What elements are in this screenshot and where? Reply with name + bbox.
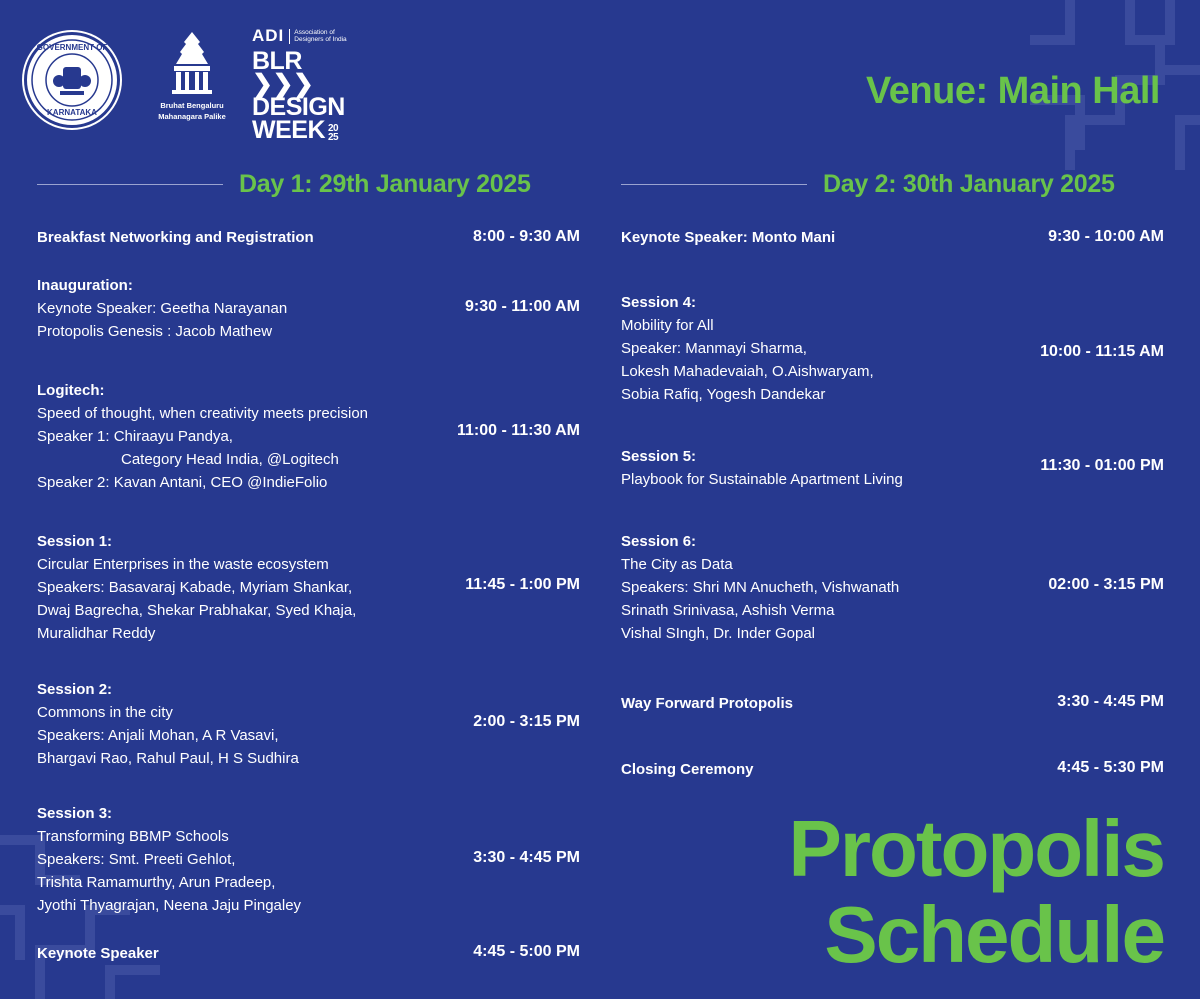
session-title: Way Forward Protopolis — [621, 695, 793, 712]
session-line: Speakers: Basavaraj Kabade, Myriam Shankar, — [37, 579, 353, 596]
session-title: Session 4: — [621, 294, 697, 311]
day2-session-4-time: 02:00 - 3:15 PM — [1048, 576, 1164, 593]
day1-rule — [37, 184, 223, 185]
day1-session-7-time: 4:45 - 5:00 PM — [473, 943, 580, 960]
day2-session-2-time: 10:00 - 11:15 AM — [1040, 343, 1164, 360]
session-title: Session 1: — [37, 533, 113, 550]
session-line: Circular Enterprises in the waste ecosystem — [37, 556, 329, 573]
session-title: Session 6: — [621, 533, 697, 550]
day1-session-1 — [37, 226, 314, 249]
bdw-line-2: DESIGN — [252, 93, 345, 121]
adi-sub-line-2: Designers of India — [294, 36, 347, 43]
session-line: Playbook for Sustainable Apartment Living — [621, 471, 903, 488]
day1-session-1-time: 8:00 - 9:30 AM — [473, 228, 580, 245]
session-line: Vishal SIngh, Dr. Inder Gopal — [621, 625, 816, 642]
session-line: Commons in the city — [37, 704, 173, 721]
day1-heading: Day 1: 29th January 2025 — [239, 169, 531, 198]
day1-session-4-time: 11:45 - 1:00 PM — [465, 576, 580, 593]
day1-session-2-time: 9:30 - 11:00 AM — [464, 298, 580, 315]
bbmp-logo — [150, 30, 234, 121]
session-title: Breakfast Networking and Registration — [37, 229, 314, 246]
session-line: Speakers: Shri MN Anucheth, Vishwanath — [621, 579, 900, 596]
session-line: Bhargavi Rao, Rahul Paul, H S Sudhira — [37, 750, 299, 767]
day1-session-6 — [37, 802, 301, 917]
session-line: Sobia Rafiq, Yogesh Dandekar — [621, 386, 826, 403]
session-line: Speaker 1: Chiraayu Pandya, — [37, 428, 233, 445]
session-line: Speaker 2: Kavan Antani, CEO @IndieFolio — [37, 474, 328, 491]
title-line-2: Schedule — [824, 890, 1164, 979]
day1-session-7 — [37, 942, 159, 965]
day1-session-3 — [37, 379, 368, 494]
title-line-1: Protopolis — [788, 804, 1164, 893]
day2-session-4 — [621, 530, 899, 645]
bdw-year-2: 25 — [328, 132, 339, 143]
session-title: Session 3: — [37, 805, 113, 822]
session-line: The City as Data — [621, 556, 733, 573]
day2-session-2 — [621, 291, 874, 406]
session-line: Protopolis Genesis : Jacob Mathew — [37, 323, 273, 340]
seal-text-top: GOVERNMENT OF — [36, 43, 108, 52]
session-line: Speaker: Manmayi Sharma, — [621, 340, 807, 357]
day2-heading: Day 2: 30th January 2025 — [823, 169, 1115, 198]
day1-session-5-time: 2:00 - 3:15 PM — [473, 713, 580, 730]
day2-session-6-time: 4:45 - 5:30 PM — [1057, 759, 1164, 776]
session-line: Dwaj Bagrecha, Shekar Prabhakar, Syed Khaja, — [37, 602, 357, 619]
session-title: Closing Ceremony — [621, 761, 754, 778]
day2-session-6 — [621, 758, 754, 781]
bdw-line-1: BLR ❯❯❯ — [252, 47, 314, 98]
day2-rule — [621, 184, 807, 185]
session-line: Speed of thought, when creativity meets precision — [37, 405, 369, 422]
venue-heading: Venue: Main Hall — [866, 70, 1160, 112]
adi-mark: ADI — [252, 26, 285, 45]
session-line: Speakers: Anjali Mohan, A R Vasavi, — [37, 727, 279, 744]
session-line: Trishta Ramamurthy, Arun Pradeep, — [37, 874, 276, 891]
day2-session-1 — [621, 226, 835, 249]
session-line: Keynote Speaker: Geetha Narayanan — [37, 300, 288, 317]
day1-session-2 — [37, 274, 287, 343]
day2-session-1-time: 9:30 - 10:00 AM — [1048, 228, 1164, 245]
session-title: Session 5: — [621, 448, 697, 465]
day1-session-6-time: 3:30 - 4:45 PM — [473, 849, 580, 866]
session-title: Keynote Speaker: Monto Mani — [621, 229, 836, 246]
session-title: Logitech: — [37, 382, 105, 399]
blr-design-week-logo — [252, 26, 362, 142]
day2-session-5 — [621, 692, 793, 715]
adi-sub-line-1: Association of — [294, 28, 335, 36]
session-line: Mobility for All — [621, 317, 714, 334]
day1-session-4 — [37, 530, 356, 645]
day2-session-5-time: 3:30 - 4:45 PM — [1057, 693, 1164, 710]
session-title: Session 2: — [37, 681, 113, 698]
seal-text-bottom: KARNATAKA — [47, 108, 97, 117]
day1-session-3-time: 11:00 - 11:30 AM — [456, 422, 580, 439]
day1-session-5 — [37, 678, 299, 770]
session-title: Keynote Speaker — [37, 945, 159, 962]
day2-session-3 — [621, 445, 903, 491]
bbmp-name-line-2: Mahanagara Palike — [158, 112, 226, 121]
day1-header — [37, 166, 531, 202]
day2-header — [621, 166, 1115, 202]
karnataka-seal-logo — [24, 32, 120, 128]
bbmp-name-line-1: Bruhat Bengaluru — [160, 101, 224, 110]
session-line: Lokesh Mahadevaiah, O.Aishwaryam, — [621, 363, 874, 380]
bdw-year-1: 20 — [328, 123, 339, 134]
day2-session-3-time: 11:30 - 01:00 PM — [1040, 457, 1164, 474]
bdw-line-3: WEEK — [252, 116, 325, 144]
session-title: Inauguration: — [37, 277, 133, 294]
session-line: Muralidhar Reddy — [37, 625, 156, 642]
session-line: Transforming BBMP Schools — [37, 828, 229, 845]
session-line: Srinath Srinivasa, Ashish Verma — [621, 602, 835, 619]
session-line: Category Head India, @Logitech — [121, 451, 339, 468]
session-line: Jyothi Thyagrajan, Neena Jaju Pingaley — [37, 897, 302, 914]
session-line: Speakers: Smt. Preeti Gehlot, — [37, 851, 236, 868]
bbmp-tower-icon — [170, 30, 214, 94]
